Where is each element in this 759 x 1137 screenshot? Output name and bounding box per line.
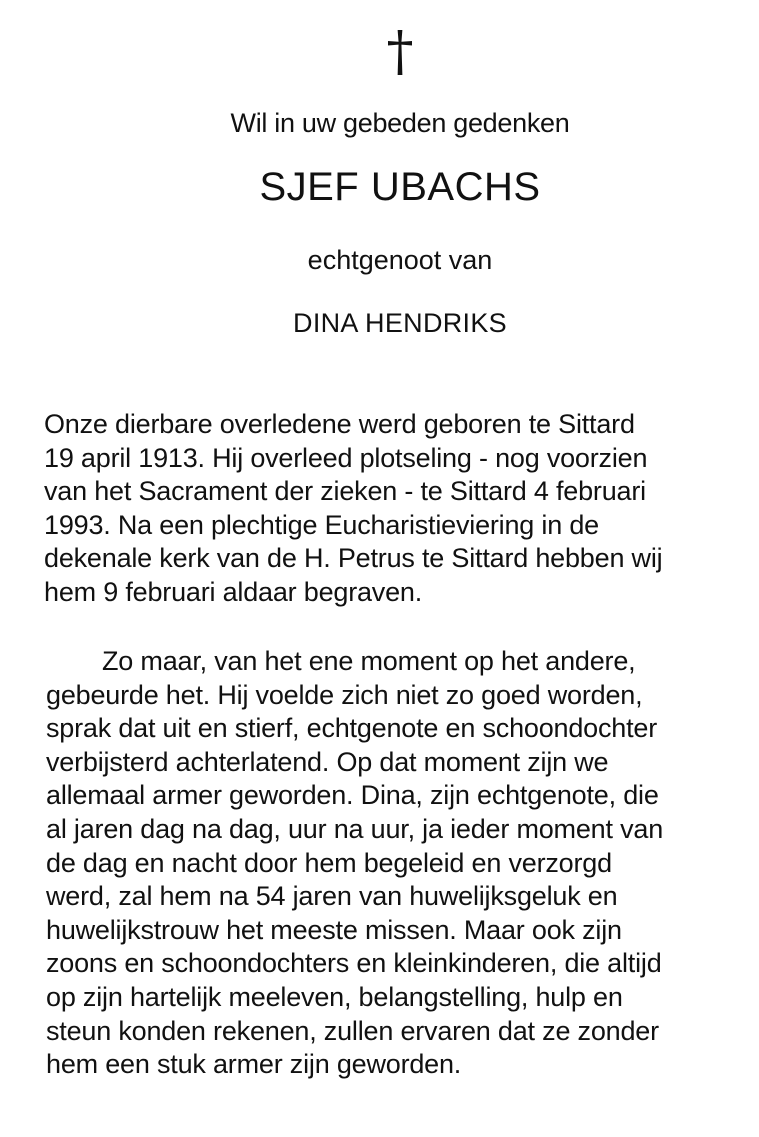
text-line: steun konden rekenen, zullen ervaren dat ze zonder	[46, 1015, 659, 1046]
text-line: werd, zal hem na 54 jaren van huwelijksgeluk en	[46, 881, 618, 912]
spouse-name: DINA HENDRIKS	[293, 308, 507, 338]
text-line: hem een stuk armer zijn geworden.	[46, 1049, 462, 1080]
intro-line: Wil in uw gebeden gedenken	[230, 108, 570, 138]
text-line: al jaren dag na dag, uur na uur, ja ieder moment van	[46, 813, 664, 844]
text-line: allemaal armer geworden. Dina, zijn echtgenote, die	[46, 780, 659, 811]
text-line: verbijsterd achterlatend. Op dat moment zijn we	[46, 746, 609, 777]
text-line: 19 april 1913. Hij overleed plotseling - nog voorzien	[44, 442, 648, 473]
text-line: hem 9 februari aldaar begraven.	[44, 576, 423, 607]
text-line: van het Sacrament der zieken - te Sittard 4 februari	[44, 476, 646, 507]
text-line: gebeurde het. Hij voelde zich niet zo goed worden,	[46, 679, 643, 710]
spouse-label: echtgenoot van	[307, 245, 493, 275]
text-line: de dag en nacht door hem begeleid en verzorgd	[46, 847, 612, 878]
text-line: sprak dat uit en stierf, echtgenote en schoondochter	[46, 713, 657, 744]
biography-paragraph	[44, 408, 754, 610]
text-line: Zo maar, van het ene moment op het andere,	[102, 646, 636, 676]
text-line: Onze dierbare overledene werd geboren te Sittard	[44, 409, 635, 439]
text-line: zoons en schoondochters en kleinkinderen, die altijd	[46, 948, 662, 979]
text-line: huwelijkstrouw het meeste missen. Maar ook zijn	[46, 914, 622, 945]
text-line: dekenale kerk van de H. Petrus te Sittard hebben wij	[44, 543, 663, 574]
text-line: op zijn hartelijk meeleven, belangstelling, hulp en	[46, 981, 623, 1012]
text-line: 1993. Na een plechtige Eucharistieviering in de	[44, 509, 599, 540]
deceased-name: SJEF UBACHS	[259, 165, 541, 209]
remembrance-paragraph	[46, 645, 756, 1082]
cross-icon: †	[386, 20, 414, 83]
